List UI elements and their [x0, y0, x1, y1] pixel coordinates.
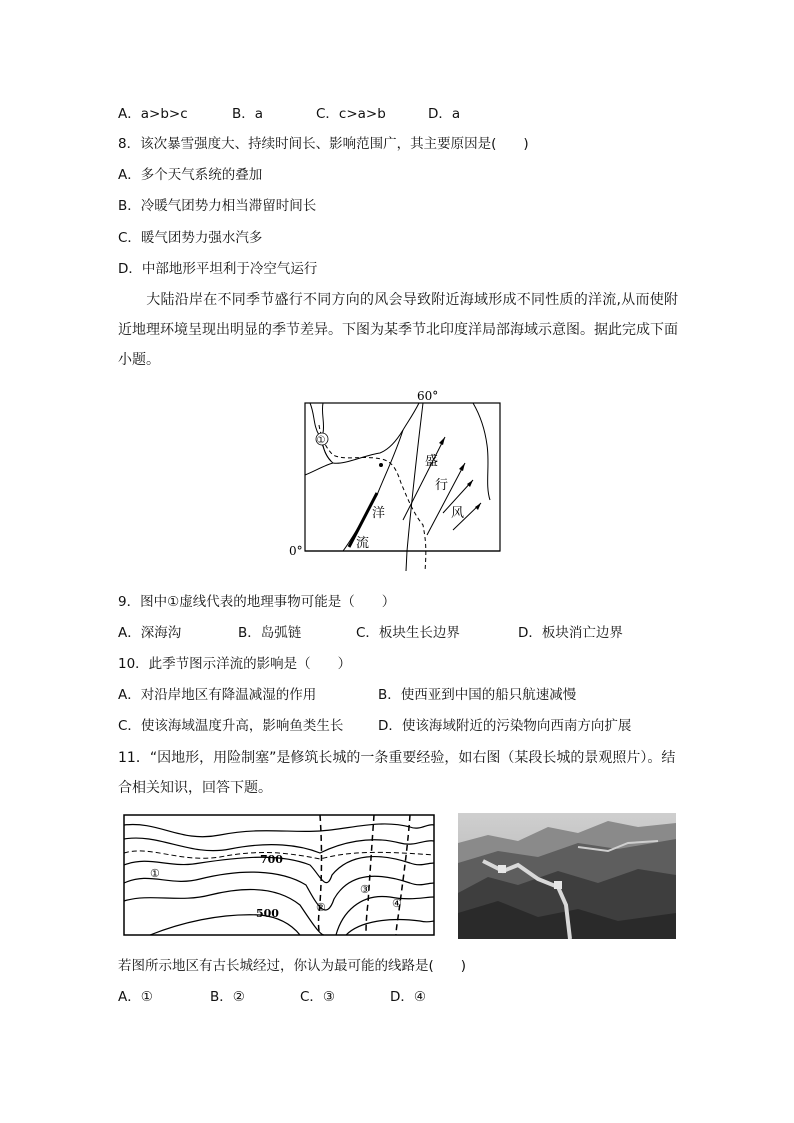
- route-label-1: ①: [150, 867, 160, 880]
- great-wall-photo: [458, 813, 676, 939]
- q7-option-a: A．a>b>c: [118, 106, 188, 122]
- indian-ocean-map: [285, 385, 505, 575]
- q8-option-d: D．中部地形平坦利于冷空气运行: [118, 261, 318, 277]
- wind-label-2: 行: [435, 478, 449, 493]
- q9-option-b: B．岛弧链: [238, 625, 302, 641]
- passage-text: 大陆沿岸在不同季节盛行不同方向的风会导致附近海域形成不同性质的洋流,从而使附近地理环境呈现出明显的季节差异。下图为某季节北印度洋局部海域示意图。据此完成下面小题。: [118, 292, 678, 368]
- q11-question: 若图所示地区有古长城经过，你认为最可能的线路是( ): [118, 958, 467, 974]
- ridge-marker: ①: [316, 435, 326, 446]
- q10-stem: 10．此季节图示洋流的影响是（ ）: [118, 656, 352, 672]
- q11-option-c: C．③: [300, 989, 336, 1005]
- q7-option-b: B．a: [232, 106, 264, 122]
- q7-option-d: D．a: [428, 106, 461, 122]
- current-label-1: 洋: [372, 506, 386, 521]
- q11-option-d: D．④: [390, 989, 426, 1005]
- q8-stem: 8．该次暴雪强度大、持续时间长、影响范围广，其主要原因是( ): [118, 136, 529, 152]
- q9-option-a: A．深海沟: [118, 625, 182, 641]
- route-label-2: ②: [316, 901, 326, 914]
- q11-stem-line1: 11．“因地形，用险制塞”是修筑长城的一条重要经验，如右图（某段长城的景观照片）。结: [118, 750, 676, 766]
- q11-option-a: A．①: [118, 989, 153, 1005]
- contour-label-500: 500: [256, 907, 279, 920]
- route-label-3: ③: [360, 883, 370, 896]
- q8-option-b: B．冷暖气团势力相当滞留时间长: [118, 198, 317, 214]
- q11-stem-line2: 合相关知识，回答下题。: [118, 780, 272, 796]
- wind-label-1: 盛: [425, 454, 439, 469]
- lat-label: 0°: [289, 544, 303, 558]
- contour-map: [120, 813, 438, 941]
- q9-option-d: D．板块消亡边界: [518, 625, 623, 641]
- q10-option-b: B．使西亚到中国的船只航速减慢: [378, 687, 577, 703]
- q11-option-b: B．②: [210, 989, 245, 1005]
- q10-option-c: C．使该海域温度升高，影响鱼类生长: [118, 718, 344, 734]
- contour-label-700: 700: [260, 853, 283, 866]
- current-label-2: 流: [356, 536, 370, 551]
- wind-label-3: 风: [451, 506, 465, 521]
- q9-stem: 9．图中①虚线代表的地理事物可能是（ ）: [118, 594, 396, 610]
- q10-option-d: D．使该海域附近的污染物向西南方向扩展: [378, 718, 632, 734]
- q10-option-a: A．对沿岸地区有降温减湿的作用: [118, 687, 317, 703]
- passage-9-10: [118, 285, 678, 375]
- q8-option-c: C．暖气团势力强水汽多: [118, 230, 263, 246]
- lon-label: 60°: [417, 389, 439, 403]
- q7-option-c: C．c>a>b: [316, 106, 386, 122]
- q8-option-a: A．多个天气系统的叠加: [118, 167, 263, 183]
- route-label-4: ④: [392, 897, 402, 910]
- q9-option-c: C．板块生长边界: [356, 625, 460, 641]
